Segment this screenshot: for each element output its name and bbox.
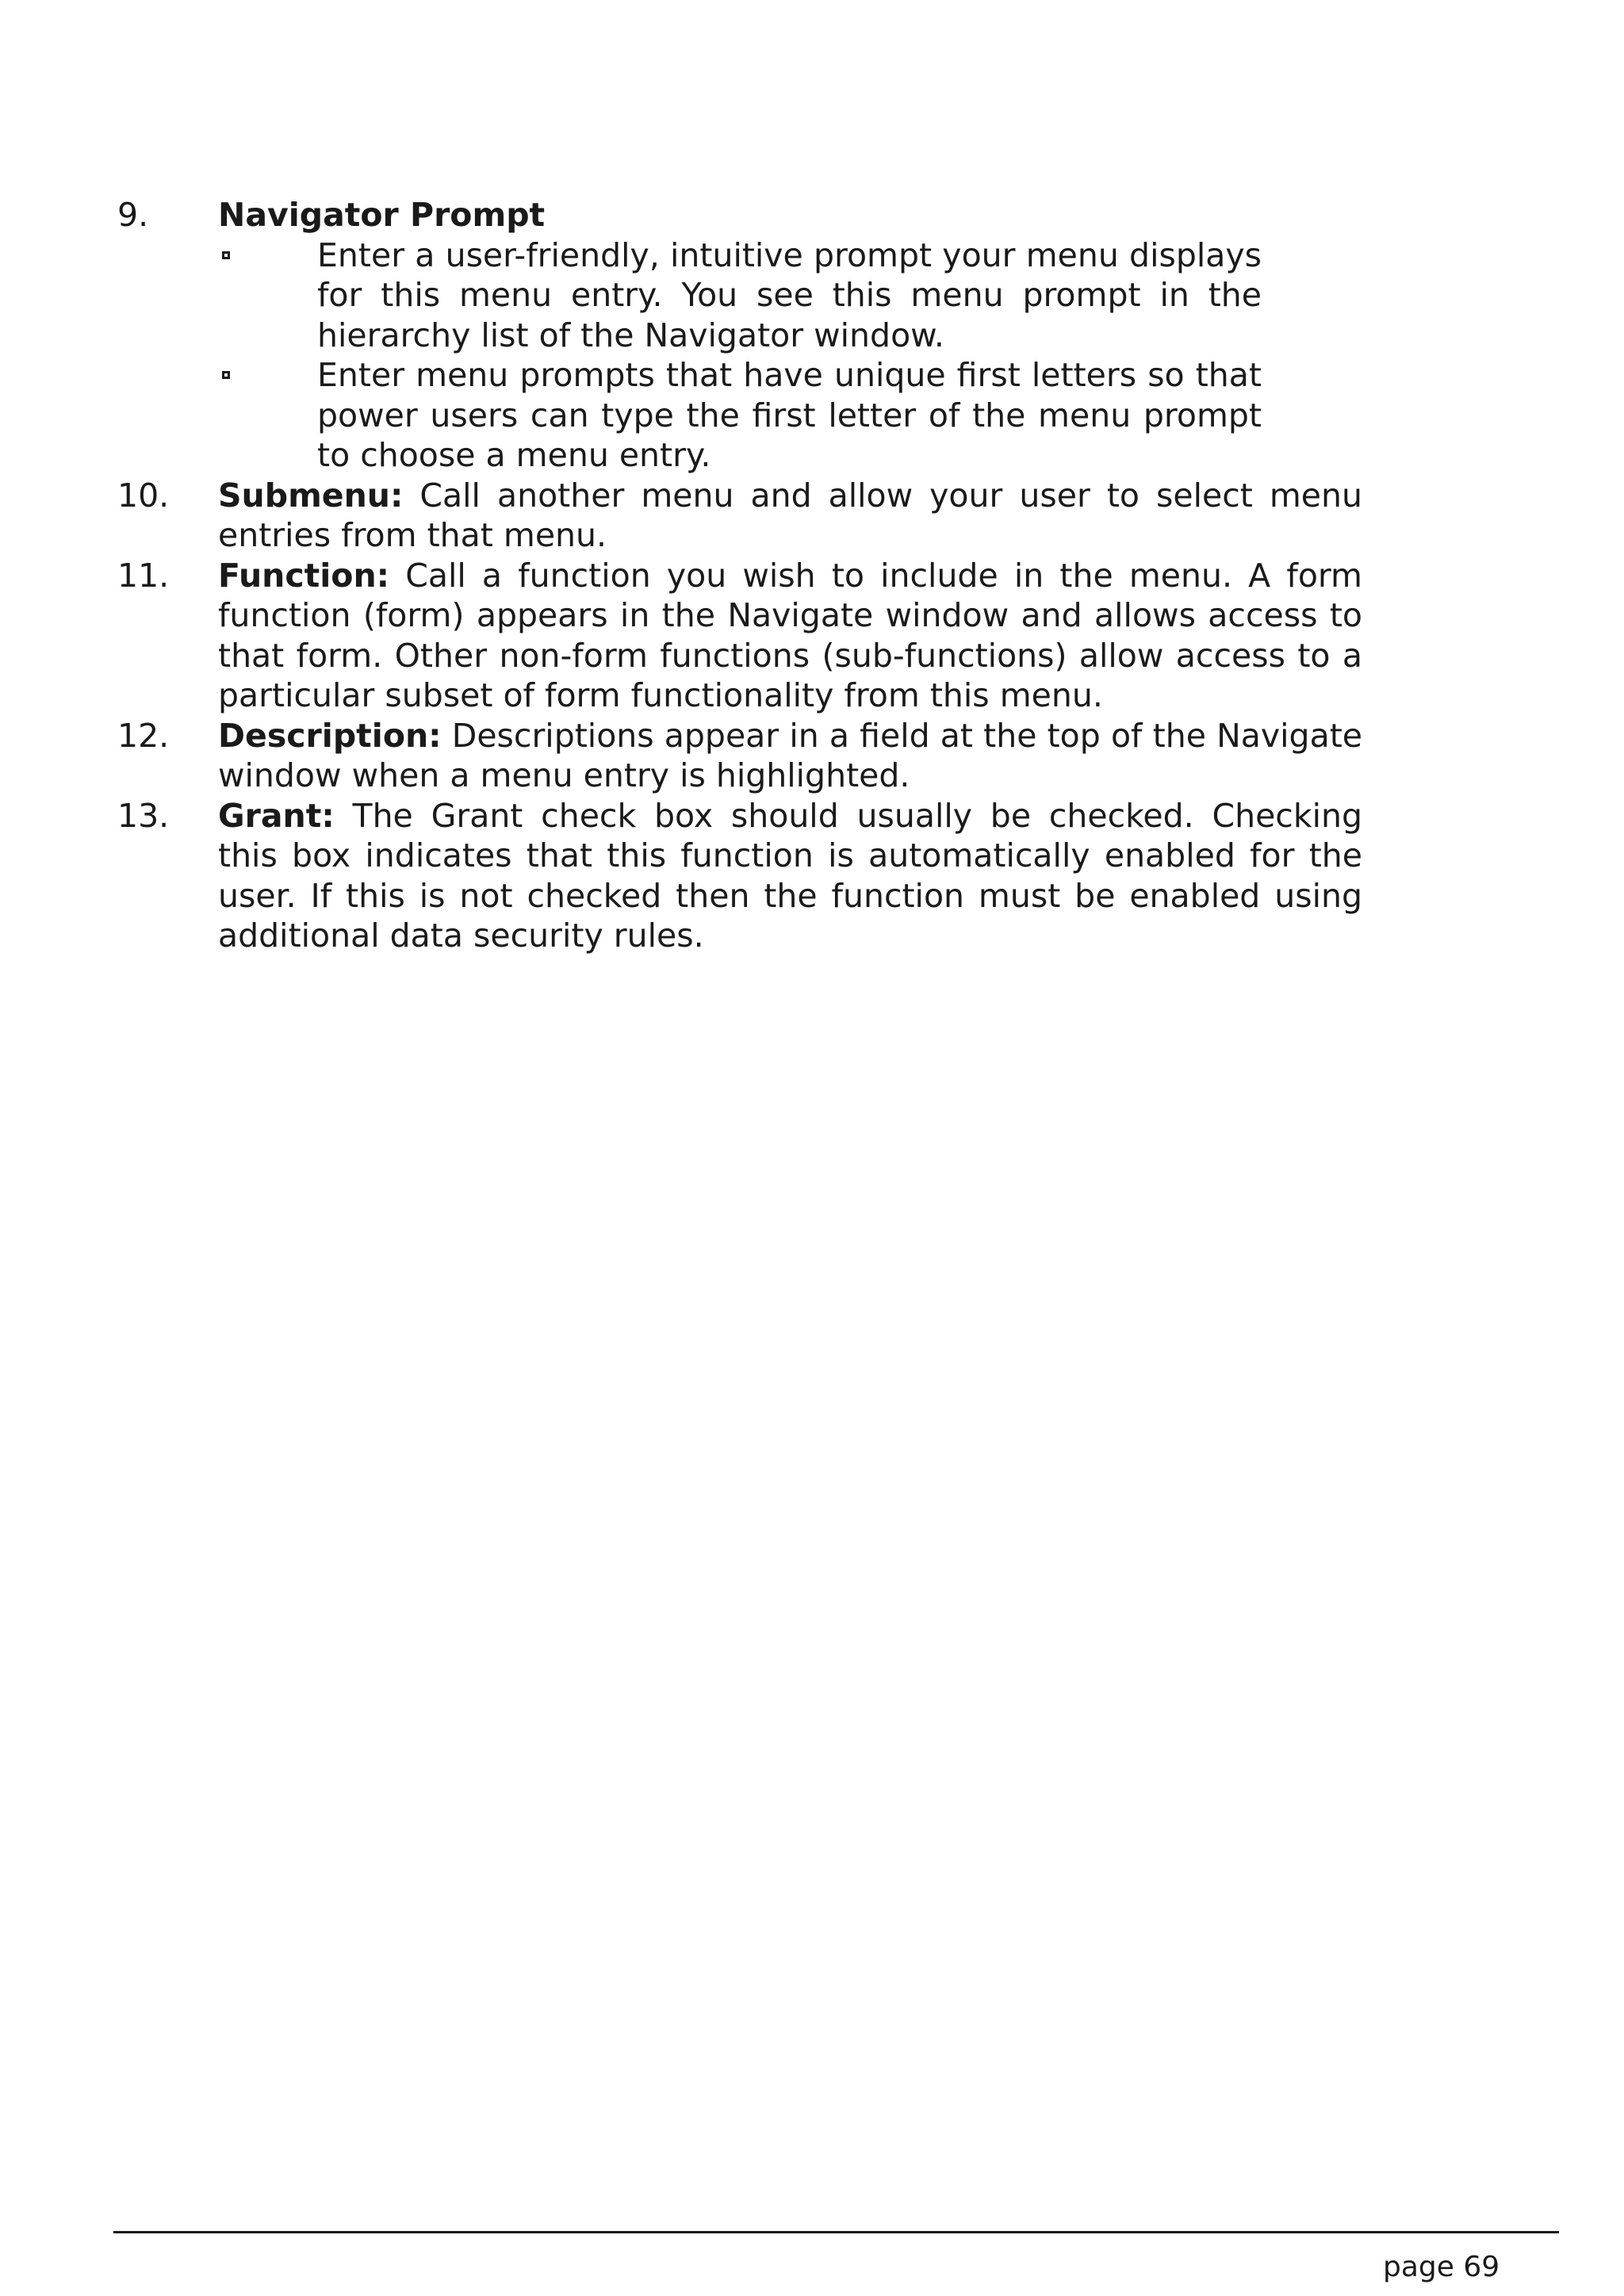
footer-divider	[113, 2231, 1559, 2233]
item-text: Call a function you wish to include in the menu. A form function (form) appears in the Navigate window and allows access to that form. Other non-form functions (sub-functions) allow access to a particular subset of form functionality from this menu.	[218, 556, 1362, 714]
item-number: 9.	[117, 196, 149, 234]
list-item-function	[117, 556, 1362, 716]
list-item-submenu	[117, 476, 1362, 556]
list-item-grant	[117, 796, 1362, 956]
bullet-list	[218, 235, 1262, 476]
item-number: 13.	[117, 796, 170, 835]
item-text: Call another menu and allow your user to select menu entries from that menu.	[218, 476, 1362, 554]
item-title: Navigator Prompt	[218, 196, 546, 234]
item-number: 11.	[117, 556, 170, 595]
list-item-description	[117, 716, 1362, 796]
item-term: Description:	[218, 716, 442, 755]
item-term: Function:	[218, 556, 390, 595]
item-term: Submenu:	[218, 476, 404, 515]
bullet-text: Enter menu prompts that have unique first letters so that power users can type the first letter of the menu prompt to choose a menu entry.	[317, 356, 1262, 474]
item-number: 12.	[117, 716, 170, 755]
document-body	[117, 195, 1362, 956]
bullet-item	[218, 235, 1262, 356]
item-number: 10.	[117, 476, 170, 515]
square-bullet-icon	[222, 251, 230, 259]
item-text: Descriptions appear in a field at the top of the Navigate window when a menu entry is highlighted.	[218, 716, 1362, 794]
square-bullet-icon	[222, 371, 230, 379]
bullet-text: Enter a user-friendly, intuitive prompt your menu displays for this menu entry. You see this menu prompt in the hierarchy list of the Navigator window.	[317, 235, 1262, 354]
bullet-item	[218, 355, 1262, 476]
item-term: Grant:	[218, 796, 335, 835]
page-number: page 69	[1383, 2251, 1500, 2283]
list-item-navigator-prompt	[117, 195, 1362, 476]
item-text: The Grant check box should usually be checked. Checking this box indicates that this function is automatically enabled for the user. If this is not checked then the function must be enabled using additional data security rules.	[218, 796, 1362, 955]
